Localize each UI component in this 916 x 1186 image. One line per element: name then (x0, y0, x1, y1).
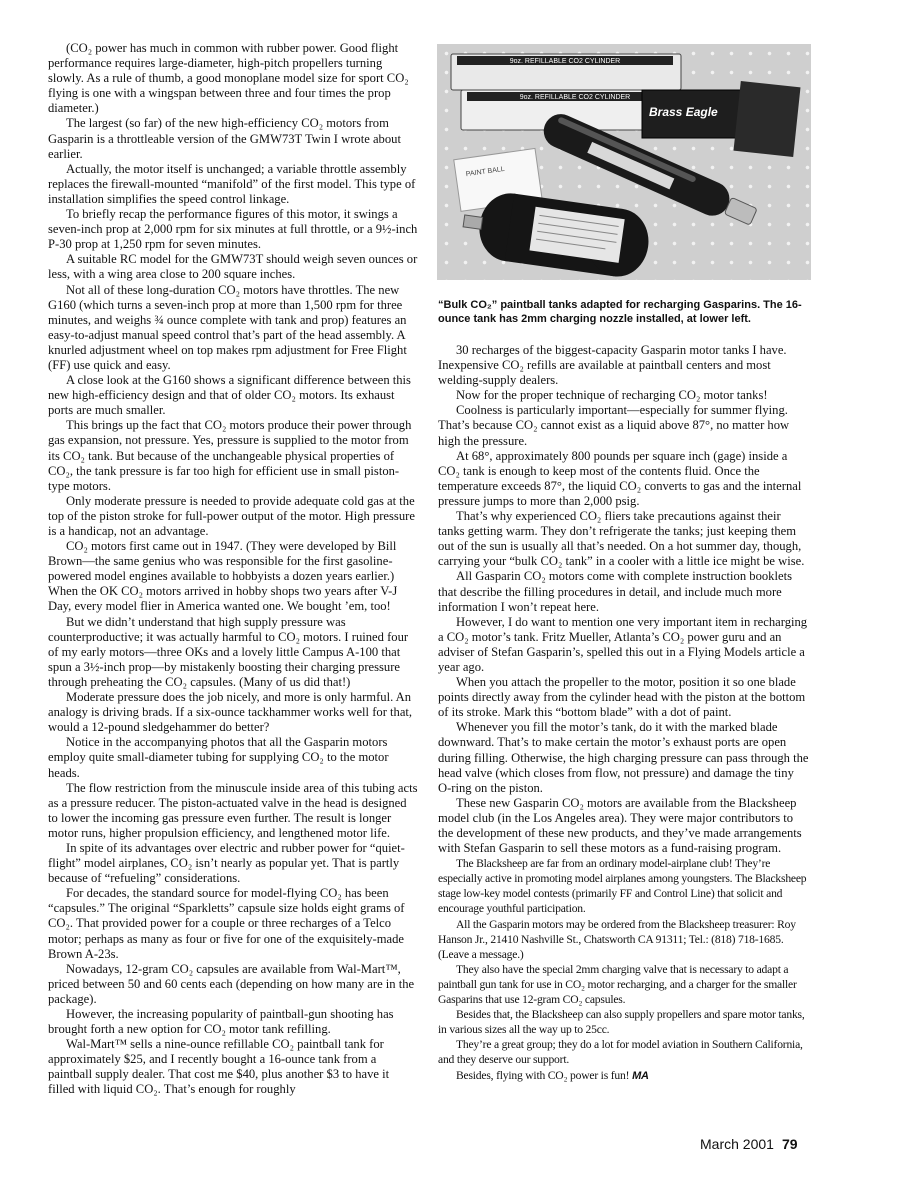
paragraph: All the Gasparin motors may be ordered from the Blacksheep treasurer: Roy Hanson Jr., 21410 Nashville St., Chatsworth CA 91311; Tel.: (818) 718-1685. (Leave a message.) (438, 917, 796, 961)
page-number: 79 (781, 1136, 798, 1152)
paragraph: At 68°, approximately 800 pounds per square inch (gage) inside a CO₂ tank is enough to keep most of the contents fluid. Once the temperature exceeds 87°, the liquid CO₂ converts to gas and the internal pressure jumps to more than 2,000 psig. (438, 448, 802, 508)
paragraph: All Gasparin CO₂ motors come with complete instruction booklets that describe the filling procedures in detail, and include much more information I won’t repeat here. (438, 569, 792, 614)
paragraph: A close look at the G160 shows a significant difference between this new high-efficiency design and that of older CO₂ motors. Its exhaust ports are much smaller. (48, 373, 411, 418)
end-mark: MA (629, 1069, 649, 1082)
paragraph: They’re a great group; they do a lot for model aviation in Southern California, and they deserve our support. (438, 1038, 803, 1067)
paragraph: However, the increasing popularity of paintball-gun shooting has brought forth a new option for CO₂ motor tank refilling. (48, 1007, 394, 1037)
paragraph: Now for the proper technique of recharging CO₂ motor tanks! (456, 388, 768, 403)
paragraph: (CO₂ power has much in common with rubber power. Good flight performance requires large-diameter, high-pitch propellers turning slowly. As a rule of thumb, a good monoplane model size for sport CO₂ flying is one with a wingspan between three and four times the prop diameter.) (48, 41, 409, 116)
paragraph: But we didn’t understand that high supply pressure was counterproductive; it was actually harmful to CO₂ motors. I ruined four of my early motors—three OKs and a lovely little Campus A-100 that spun a 3½-inch prop—by mistakenly boosting their charging pressure through preheating the CO₂ capsules. (Many of us did that!) (48, 614, 409, 689)
issue-date: March 2001 (700, 1136, 774, 1152)
paragraph: Actually, the motor itself is unchanged; a variable throttle assembly replaces the firewall-mounted “manifold” of the first model. This type of installation simplifies the speed control linkage. (48, 161, 416, 206)
brand-logo: Brass Eagle (649, 105, 718, 119)
box-label-1: 9oz. REFILLABLE CO2 CYLINDER (509, 58, 621, 65)
paragraph: That’s why experienced CO₂ fliers take precautions against their tanks getting warm. They don’t refrigerate the tanks; just keeping them out of the sun is usually all that’s needed. On a hot summer day, though, carrying your “bulk CO₂ tank” in a cooler with a little ice might be wise. (438, 509, 805, 569)
paintball-tanks-photo (437, 44, 811, 280)
photo-caption: “Bulk CO₂” paintball tanks adapted for recharging Gasparins. The 16-ounce tank has 2mm charging nozzle installed, at lower left. (438, 299, 802, 325)
paragraph: They also have the special 2mm charging valve that is necessary to adapt a paintball gun tank for use in CO₂ motor recharging, and a charger for the smaller Gasparins that use 12-gram CO₂ capsules. (438, 962, 797, 1007)
paragraph: Wal-Mart™ sells a nine-ounce refillable CO₂ paintball tank for approximately $25, and I recently bought a 16-ounce tank from a paintball supply dealer. That cost me $40, plus another $3 to have it filled with liquid CO₂. That’s enough for roughly (48, 1037, 390, 1097)
paragraph: Only moderate pressure is needed to provide adequate cold gas at the top of the piston stroke for full-power output of the motor. High pressure is a handicap, not an advantage. (48, 493, 415, 538)
paragraph: The Blacksheep are far from an ordinary model-airplane club! They’re especially active in promoting model airplanes among youngsters. The Blacksheep stage low-key model contests (primarily FF and Control Line) that solicit and encourage youthful participation. (438, 857, 807, 916)
paragraph: When you attach the propeller to the motor, position it so one blade points directly away from the cylinder head with the piston at the bottom of its stroke. Mark this “bottom blade” with a dot of paint. (438, 675, 806, 720)
left-column (48, 41, 418, 1098)
paragraph: Whenever you fill the motor’s tank, do it with the marked blade downward. That’s to make certain the motor’s exhaust ports are open during filling. Otherwise, the high charging pressure can pass through the head valve (which closes from flow, not pressure) and damage the tiny O-ring on the piston. (438, 720, 809, 795)
paragraph: Besides, flying with CO₂ power is fun! MA (456, 1068, 649, 1082)
paragraph: This brings up the fact that CO₂ motors produce their power through gas expansion, not pressure. Yes, pressure is supplied to the motor from its CO₂ tank. But because of the unchangeable physical properties of CO₂, the tank pressure is far too high for efficient use in small piston-type motors. (48, 418, 412, 493)
card-text: PAINT BALL (465, 165, 506, 179)
paragraph: CO₂ motors first came out in 1947. (They were developed by Bill Brown—the same genius who was responsible for the first gasoline-powered model engines available to hobbyists a dozen years earlier.) When the OK CO₂ motors arrived in hobby shops two years after V-J Day, every model flier in America wanted one. We bought ’em, too! (48, 539, 398, 614)
page-footer (700, 1136, 798, 1152)
photo-illustration (437, 44, 811, 280)
paragraph: Not all of these long-duration CO₂ motors have throttles. The new G160 (which turns a seven-inch prop at more than 1,500 rpm for three minutes, and weighs ¾ ounce complete with tank and prop) features an easy-to-adjust manual speed control that’s part of the head assembly. A knurled adjustment wheel on top makes rpm adjustment for Free Flight (FF) use quick and easy. (48, 282, 407, 372)
paragraph: The largest (so far) of the new high-efficiency CO₂ motors from Gasparin is a throttleable version of the GMW73T Twin I wrote about earlier. (48, 116, 401, 161)
paragraph: A suitable RC model for the GMW73T should weigh seven ounces or less, with a wing area close to 200 square inches. (48, 252, 418, 282)
paragraph: However, I do want to mention one very important item in recharging a CO₂ motor’s tank. Fritz Mueller, Atlanta’s CO₂ power guru and an adviser of Stefan Gasparin’s, spelled this out in a Flying Models article a year ago. (438, 614, 808, 674)
paragraph: For decades, the standard source for model-flying CO₂ has been “capsules.” The original “Sparkletts” capsule size holds eight grams of CO₂. That provided power for a couple or three recharges of a Telco motor; perhaps as many as four or five for one of the exquisitely-made Brown A-23s. (48, 886, 405, 961)
box-label-2: 9oz. REFILLABLE CO2 CYLINDER (519, 94, 631, 101)
paragraph: In spite of its advantages over electric and rubber power for “quiet-flight” model airplanes, CO₂ isn’t nearly as popular yet. That is partly because of “refueling” considerations. (48, 840, 405, 886)
paragraph: These new Gasparin CO₂ motors are available from the Blacksheep model club (in the Los Angeles area). They were major contributors to the development of these new products, and they’ve made arrangements with Stefan Gasparin to sell these motors as a fund-raising program. (438, 795, 802, 856)
paragraph: The flow restriction from the minuscule inside area of this tubing acts as a pressure reducer. The piston-actuated valve in the head is designed to lower the incoming gas pressure even further. The result is longer motor runs, higher propulsion efficiency, and lengthened motor life. (48, 780, 418, 840)
paragraph: Coolness is particularly important—especially for summer flying. That’s because CO₂ cannot exist as a liquid above 87°, no matter how high the pressure. (438, 403, 790, 448)
paragraph: Notice in the accompanying photos that all the Gasparin motors employ quite small-diameter tubing for supplying CO₂ to the motor heads. (48, 735, 389, 780)
paragraph: 30 recharges of the biggest-capacity Gasparin motor tanks I have. Inexpensive CO₂ refills are available at paintball centers and most welding-supply dealers. (438, 343, 787, 388)
paragraph: Besides that, the Blacksheep can also supply propellers and spare motor tanks, in various sizes all the way up to 25cc. (438, 1008, 805, 1037)
right-column (438, 343, 810, 1084)
paragraph: Nowadays, 12-gram CO₂ capsules are available from Wal-Mart™, priced between 50 and 60 cents each (depending on how many are in the package). (48, 961, 415, 1006)
paragraph: To briefly recap the performance figures of this motor, it swings a seven-inch prop at 2,000 rpm for six minutes at full throttle, or a 9½-inch P-30 prop at 1,250 rpm for seven minutes. (48, 207, 418, 252)
paragraph: Moderate pressure does the job nicely, and more is only harmful. An analogy is driving brads. If a six-ounce tackhammer works well for that, would a 12-pound sledgehammer do better? (48, 690, 413, 735)
